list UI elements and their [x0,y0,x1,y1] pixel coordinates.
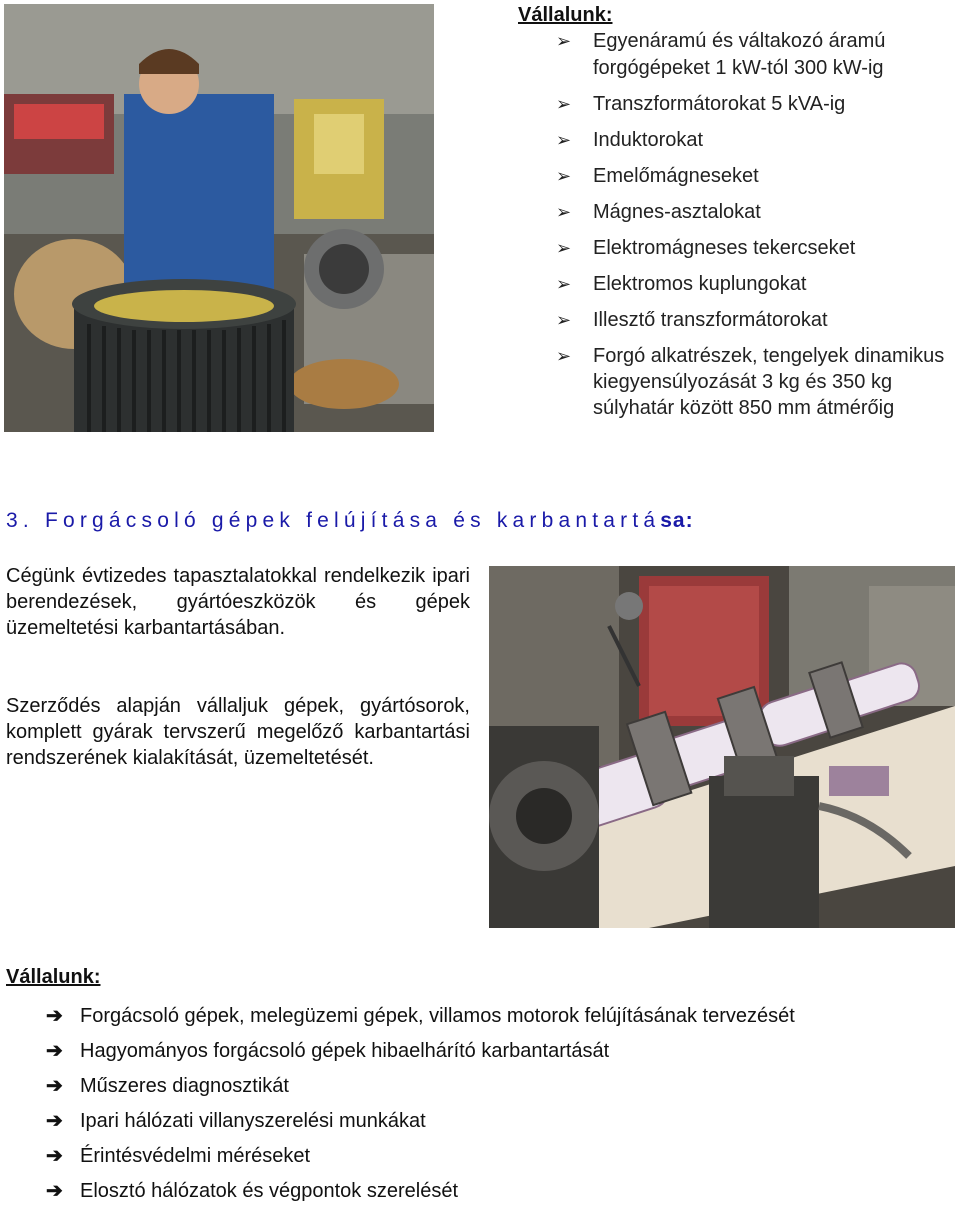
list-item: ➔ Ipari hálózati villanyszerelési munkákat [46,1110,426,1132]
arrow-right-icon: ➔ [46,1110,63,1132]
arrow-right-icon: ➔ [46,1005,63,1027]
top-heading: Vállalunk: [518,4,613,26]
list-item: ➢ Emelőmágneseket [556,163,956,190]
list-item: ➢ Egyenáramú és váltakozó áramú forgógépeket 1 kW-tól 300 kW-ig [556,30,886,79]
arrow-marker-icon: ➢ [556,202,572,222]
arrow-marker-icon: ➢ [556,274,572,294]
services-list-top [556,28,956,421]
arrow-marker-icon: ➢ [556,346,572,366]
arrow-right-icon: ➔ [46,1145,63,1167]
list-item: ➔ Műszeres diagnosztikát [46,1075,289,1097]
list-item: ➔ Érintésvédelmi méréseket [46,1145,311,1167]
list-item: ➢ Transzformátorokat 5 kVA-ig [556,91,956,118]
arrow-marker-icon: ➢ [556,166,572,186]
bottom-heading: Vállalunk: [6,966,101,988]
section-title: 3. Forgácsoló gépek felújítása és karbantartása: [6,509,694,532]
arrow-marker-icon: ➢ [556,130,572,150]
arrow-marker-icon: ➢ [556,31,572,51]
arrow-right-icon: ➔ [46,1180,63,1202]
list-item: ➢ Elektromágneses tekercseket [556,235,956,262]
services-list-bottom [46,1005,795,1215]
arrow-right-icon: ➔ [46,1075,63,1097]
list-item: ➢ Mágnes-asztalokat [556,199,956,226]
list-item: ➢ Induktorokat [556,127,956,154]
paragraph-experience: Cégünk évtizedes tapasztalatokkal rendelkezik ipari berendezések, gyártóeszközök és gépek üzemeltetési karbantartásában. [6,565,470,639]
list-item: ➢ Elektromos kuplungokat [556,271,956,298]
list-item: ➢ Illesztő transzformátorokat [556,307,956,334]
workshop-photo-crankshaft-lathe [489,566,955,928]
workshop-photo-motor-rewinding [4,4,434,432]
paragraph-contract: Szerződés alapján vállaljuk gépek, gyártósorok, komplett gyárak tervszerű megelőző karbantartási rendszerének kialakítását, üzemeltetését. [6,695,470,769]
arrow-marker-icon: ➢ [556,310,572,330]
arrow-marker-icon: ➢ [556,94,572,114]
arrow-marker-icon: ➢ [556,238,572,258]
arrow-right-icon: ➔ [46,1040,63,1062]
list-item: ➢ Forgó alkatrészek, tengelyek dinamikus kiegyensúlyozását 3 kg és 350 kg súlyhatár között 850 mm átmérőig [556,345,945,419]
list-item: ➔ Forgácsoló gépek, melegüzemi gépek, villamos motorok felújításának tervezését [46,1005,795,1027]
list-item: ➔ Elosztó hálózatok és végpontok szerelését [46,1180,458,1202]
list-item: ➔ Hagyományos forgácsoló gépek hibaelhárító karbantartását [46,1040,610,1062]
